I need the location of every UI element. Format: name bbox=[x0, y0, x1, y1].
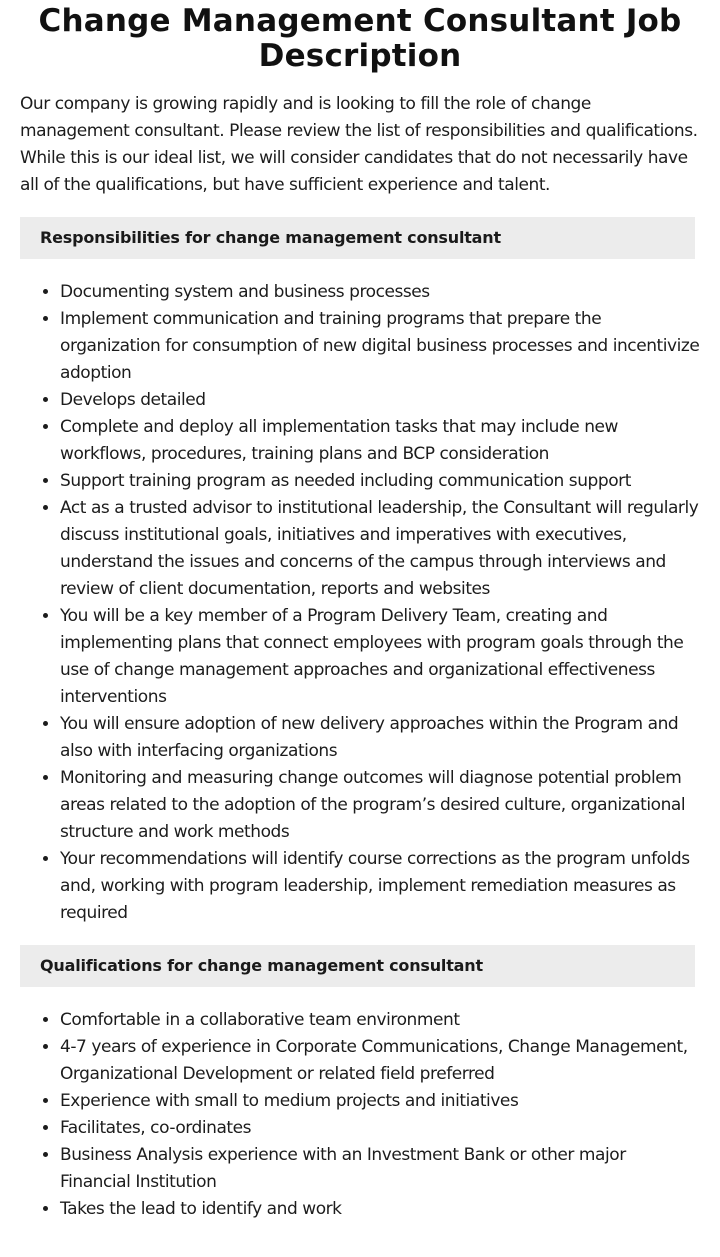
qualifications-list bbox=[20, 1007, 700, 1223]
list-item: • Documenting system and business processes bbox=[60, 279, 700, 306]
list-item: • 4-7 years of experience in Corporate Communications, Change Management, Organizational Development or related field preferred bbox=[60, 1034, 700, 1088]
list-item: • Act as a trusted advisor to institutional leadership, the Consultant will regularly discuss institutional goals, initiatives and imperatives with executives, understand the issues and concerns of the campus through interviews and review of client documentation, reports and websites bbox=[60, 495, 700, 603]
responsibilities-heading: Responsibilities for change management consultant bbox=[20, 217, 695, 259]
list-item: • You will be a key member of a Program Delivery Team, creating and implementing plans that connect employees with program goals through the use of change management approaches and organizational effectiveness interventions bbox=[60, 603, 700, 711]
list-item: • Develops detailed bbox=[60, 387, 700, 414]
list-item: • Business Analysis experience with an Investment Bank or other major Financial Institution bbox=[60, 1142, 700, 1196]
list-item: • Support training program as needed including communication support bbox=[60, 468, 700, 495]
list-item: • Implement communication and training programs that prepare the organization for consumption of new digital business processes and incentivize adoption bbox=[60, 306, 700, 387]
list-item: • Comfortable in a collaborative team environment bbox=[60, 1007, 700, 1034]
list-item: • Takes the lead to identify and work bbox=[60, 1196, 700, 1223]
list-item: • You will ensure adoption of new delivery approaches within the Program and also with interfacing organizations bbox=[60, 711, 700, 765]
list-item: • Your recommendations will identify course corrections as the program unfolds and, working with program leadership, implement remediation measures as required bbox=[60, 846, 700, 927]
intro-paragraph: Our company is growing rapidly and is looking to fill the role of change management consultant. Please review the list of responsibilities and qualifications. While this is our ideal list, we will consider candidates that do not necessarily have all of the qualifications, but have sufficient experience and talent. bbox=[20, 94, 698, 195]
list-item: • Complete and deploy all implementation tasks that may include new workflows, procedures, training plans and BCP consideration bbox=[60, 414, 700, 468]
list-item: • Facilitates, co-ordinates bbox=[60, 1115, 700, 1142]
job-description-page bbox=[0, 4, 720, 1223]
responsibilities-list bbox=[20, 279, 700, 927]
page-title: Change Management Consultant Job Description bbox=[38, 3, 682, 74]
list-item: • Experience with small to medium projects and initiatives bbox=[60, 1088, 700, 1115]
list-item: • Monitoring and measuring change outcomes will diagnose potential problem areas related to the adoption of the program’s desired culture, organizational structure and work methods bbox=[60, 765, 700, 846]
qualifications-heading: Qualifications for change management consultant bbox=[20, 945, 695, 987]
